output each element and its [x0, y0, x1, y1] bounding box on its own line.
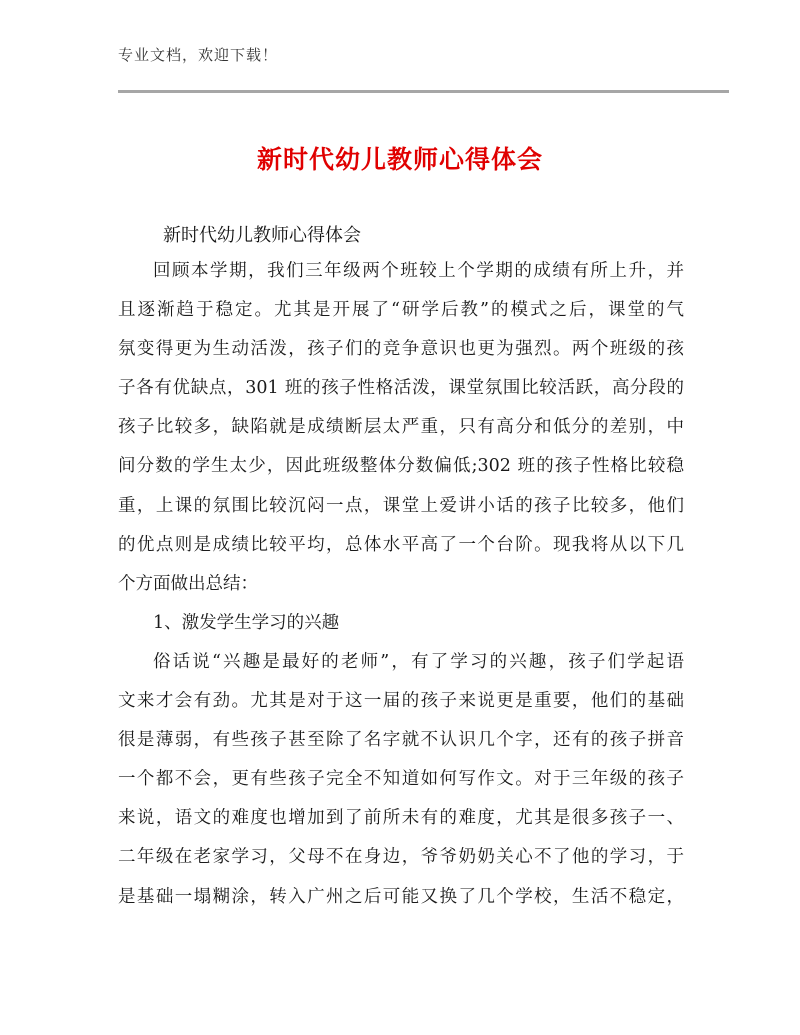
body-line: 文来才会有劲。尤其是对于这一届的孩子来说更是重要，他们的基础 — [118, 691, 684, 712]
header-note: 专业文档，欢迎下载！ — [118, 46, 279, 64]
body-line: 子各有优缺点，301 班的孩子性格活泼，课堂氛围比较活跃，高分段的 — [118, 378, 684, 399]
body-line: 俗话说“兴趣是最好的老师”，有了学习的兴趣，孩子们学起语 — [153, 651, 684, 672]
body-line: 个方面做出总结： — [118, 573, 258, 594]
section-heading: 1、激发学生学习的兴趣 — [153, 612, 340, 633]
body-line: 回顾本学期，我们三年级两个班较上个学期的成绩有所上升，并 — [153, 261, 684, 281]
body-line: 是基础一塌糊涂，转入广州之后可能又换了几个学校，生活不稳定， — [118, 886, 684, 907]
body-line: 重，上课的氛围比较沉闷一点，课堂上爱讲小话的孩子比较多，他们 — [118, 495, 684, 516]
body-line: 氛变得更为生动活泼，孩子们的竞争意识也更为强烈。两个班级的孩 — [118, 339, 684, 360]
body-line: 一个都不会，更有些孩子完全不知道如何写作文。对于三年级的孩子 — [118, 769, 684, 790]
body-line: 的优点则是成绩比较平均，总体水平高了一个台阶。现我将从以下几 — [118, 534, 684, 555]
document-title: 新时代幼儿教师心得体会 — [256, 145, 543, 174]
body-line: 来说，语文的难度也增加到了前所未有的难度，尤其是很多孩子一、 — [118, 808, 684, 829]
body-line: 且逐渐趋于稳定。尤其是开展了“研学后教”的模式之后，课堂的气 — [118, 300, 684, 321]
body-line: 二年级在老家学习，父母不在身边，爷爷奶奶关心不了他的学习，于 — [118, 847, 684, 868]
header-divider — [118, 90, 729, 93]
document-body — [118, 252, 684, 917]
body-line: 间分数的学生太少，因此班级整体分数偏低;302 班的孩子性格比较稳 — [118, 456, 684, 477]
body-line: 很是薄弱，有些孩子甚至除了名字就不认识几个字，还有的孩子拼音 — [118, 730, 684, 751]
document-subtitle: 新时代幼儿教师心得体会 — [163, 225, 361, 246]
body-line: 孩子比较多，缺陷就是成绩断层太严重，只有高分和低分的差别，中 — [118, 417, 684, 438]
